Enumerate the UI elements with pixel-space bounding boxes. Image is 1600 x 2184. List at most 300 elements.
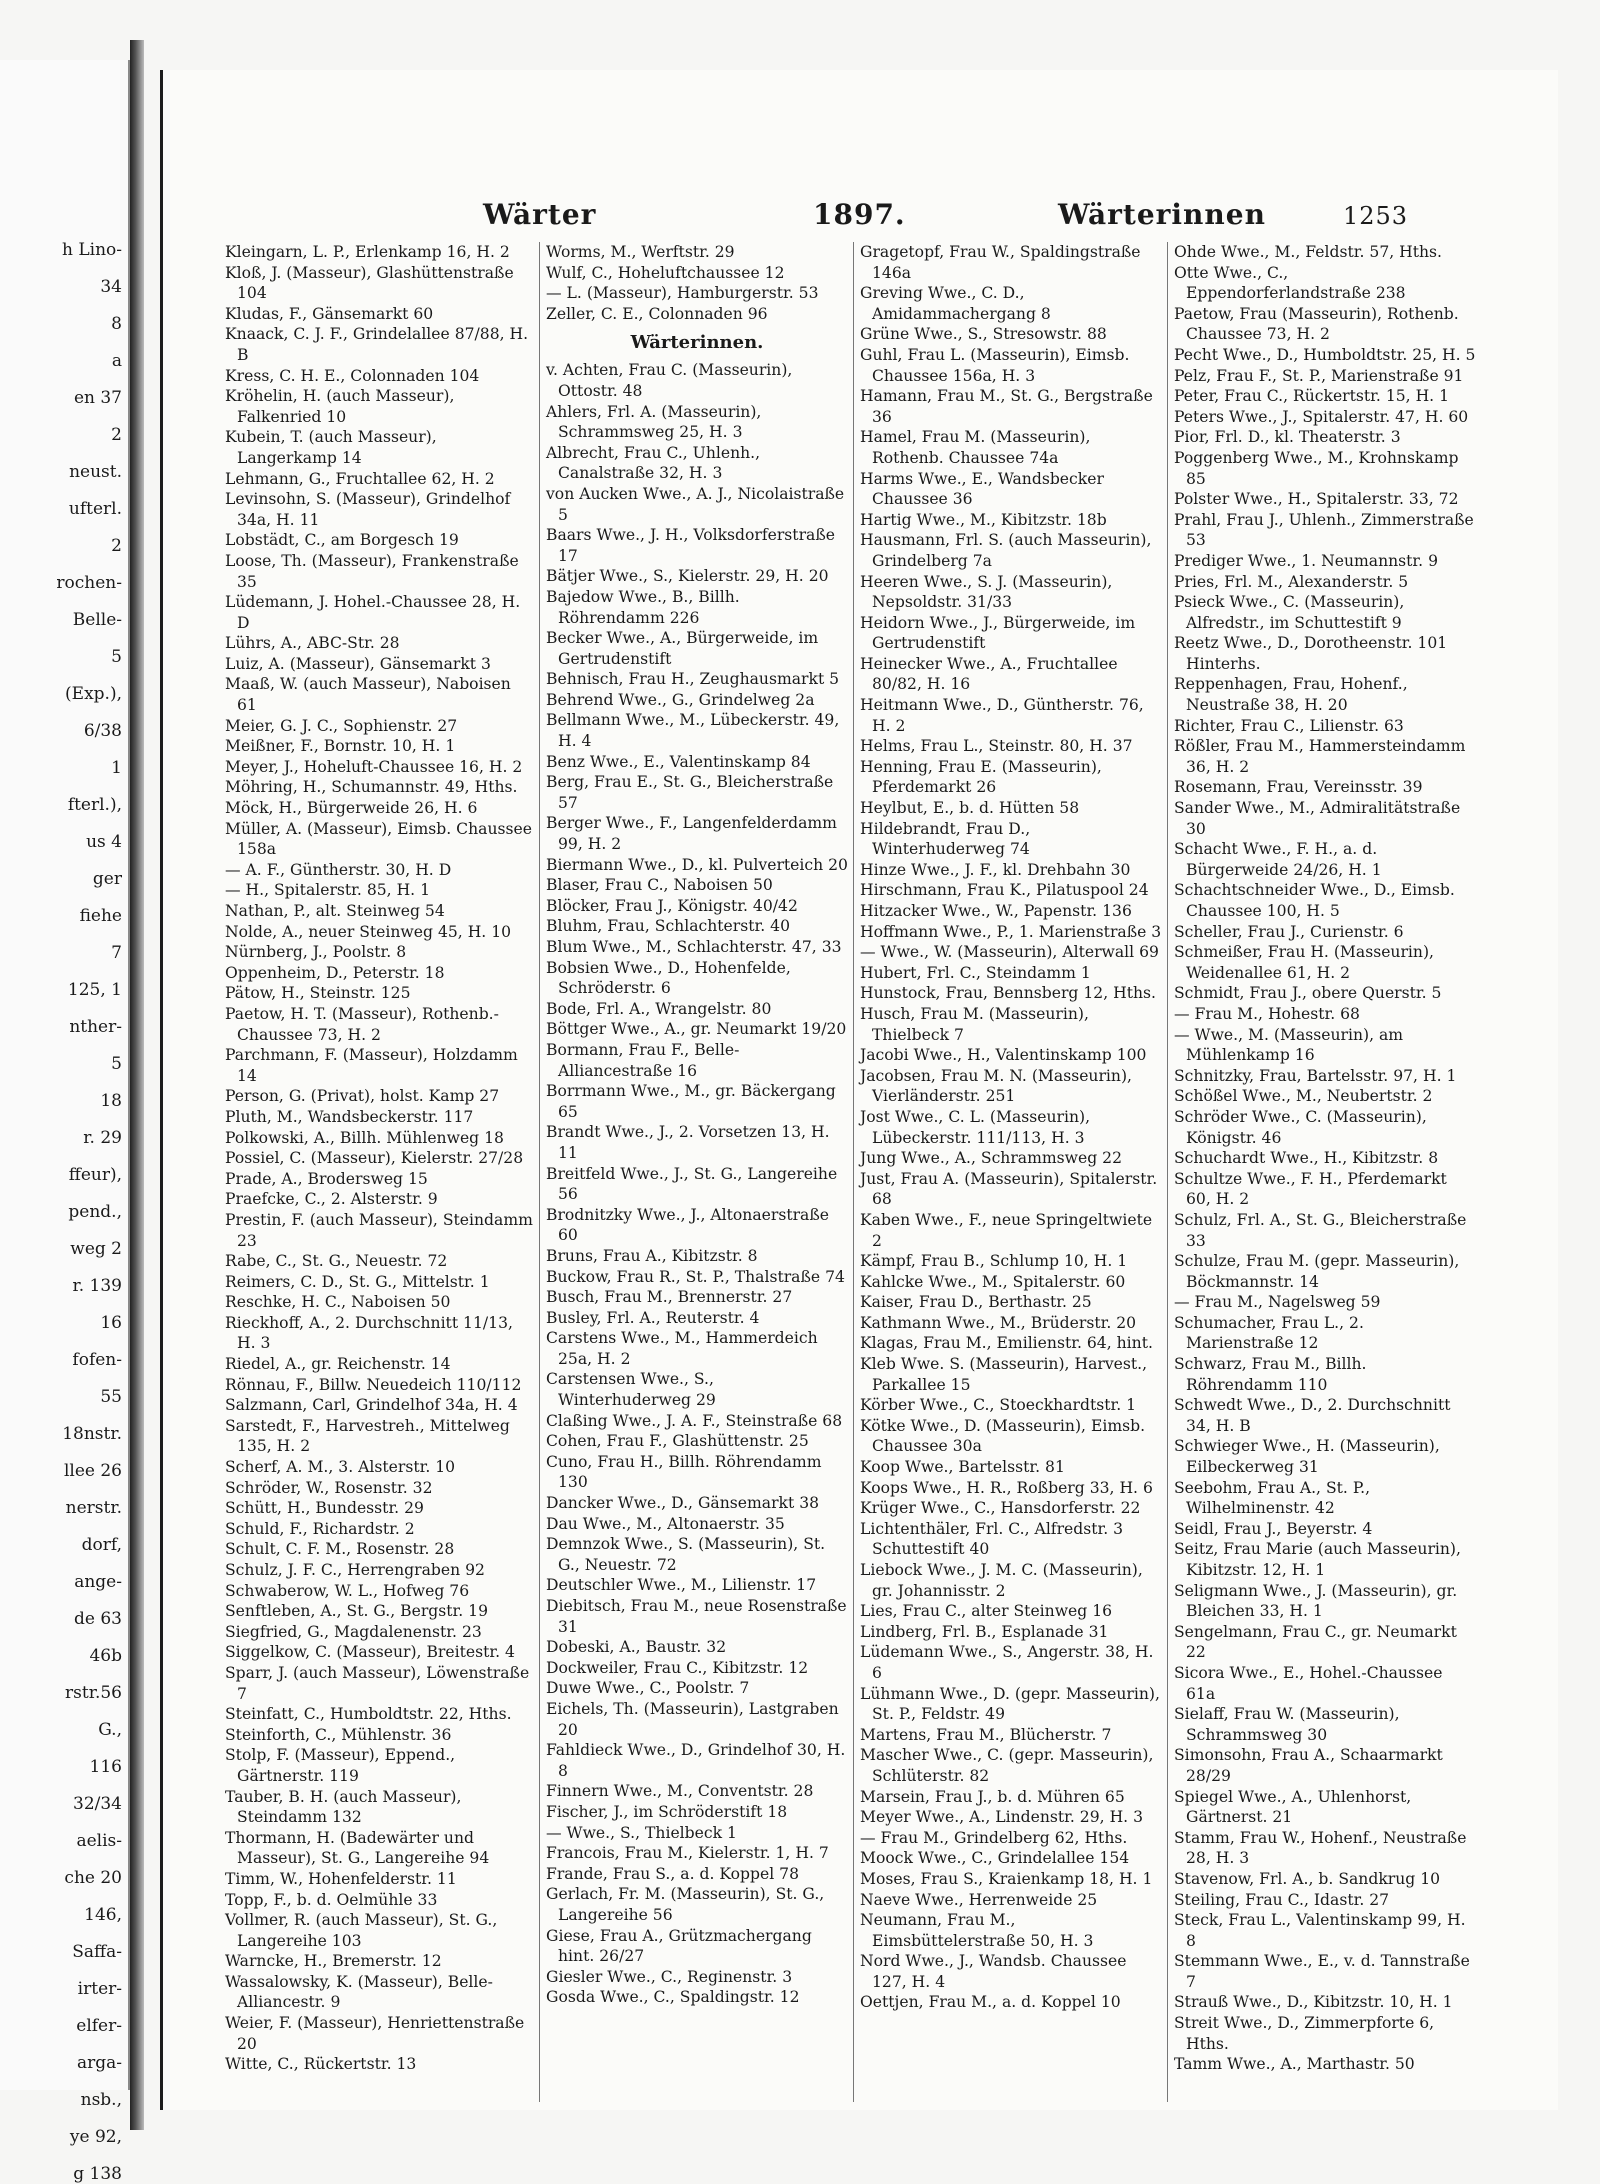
directory-entry: Seligmann Wwe., J. (Masseurin), gr. Bleichen 33, H. 1 (1174, 1581, 1458, 1621)
directory-entry: Koop Wwe., Bartelsstr. 81 (860, 1458, 1065, 1477)
directory-entry: Helms, Frau L., Steinstr. 80, H. 37 (860, 737, 1133, 756)
directory-entry: Schößel Wwe., M., Neubertstr. 2 (1174, 1087, 1433, 1106)
directory-entry: Wassalowsky, K. (Masseur), Belle-Alliancestr. 9 (225, 1972, 493, 2012)
directory-entry: Lehmann, G., Fruchtallee 62, H. 2 (225, 469, 495, 488)
margin-fragment: elfer- (76, 2016, 122, 2036)
directory-entry: Peters Wwe., J., Spitalerstr. 47, H. 60 (1174, 407, 1469, 426)
margin-fragment: 1 (111, 758, 122, 778)
directory-entry: Prahl, Frau J., Uhlenh., Zimmerstraße 53 (1174, 510, 1474, 550)
directory-entry: Sander Wwe., M., Admiralitätstraße 30 (1174, 799, 1461, 838)
margin-fragment: nther- (69, 1017, 122, 1037)
directory-entry: Müller, A. (Masseur), Eimsb. Chaussee 158a (225, 819, 532, 859)
directory-entry: Ahlers, Frl. A. (Masseurin), Schrammsweg 25, H. 3 (546, 402, 762, 442)
directory-entry: Kahlcke Wwe., M., Spitalerstr. 60 (860, 1272, 1126, 1291)
margin-fragment: dorf, (81, 1535, 122, 1555)
directory-entry: Steck, Frau L., Valentinskamp 99, H. 8 (1174, 1911, 1466, 1950)
directory-entry: Diebitsch, Frau M., neue Rosenstraße 31 (546, 1597, 847, 1636)
directory-entry: Rößler, Frau M., Hammersteindamm 36, H. 2 (1174, 737, 1466, 776)
directory-entry: Grüne Wwe., S., Stresowstr. 88 (860, 325, 1107, 344)
entry-columns (225, 242, 1525, 2102)
directory-entry: Kleb Wwe. S. (Masseurin), Harvest., Parkallee 15 (860, 1355, 1148, 1394)
directory-entry: Bajedow Wwe., B., Billh. Röhrendamm 226 (546, 587, 740, 627)
directory-entry: Behrend Wwe., G., Grindelweg 2a (546, 690, 815, 709)
directory-entry: Stavenow, Frl. A., b. Sandkrug 10 (1174, 1869, 1441, 1888)
margin-fragment: 46b (89, 1646, 122, 1666)
directory-entry: Naeve Wwe., Herrenweide 25 (860, 1890, 1098, 1909)
directory-entry: Kröhelin, H. (auch Masseur), Falkenried 10 (225, 387, 455, 426)
directory-entry: Schwieger Wwe., H. (Masseurin), Eilbeckerweg 31 (1174, 1437, 1440, 1477)
directory-entry: Kaben Wwe., F., neue Springeltwiete 2 (860, 1210, 1153, 1250)
directory-entry: Witte, C., Rückertstr. 13 (225, 2055, 417, 2074)
column-1 (225, 242, 533, 2102)
directory-entry: Polkowski, A., Billh. Mühlenweg 18 (225, 1128, 504, 1147)
directory-entry: — A. F., Güntherstr. 30, H. D (225, 860, 452, 879)
directory-entry: Hunstock, Frau, Bennsberg 12, Hths. (860, 984, 1156, 1003)
directory-entry: Carstens Wwe., M., Hammerdeich 25a, H. 2 (546, 1329, 818, 1368)
directory-entry: Greving Wwe., C. D., Amidammachergang 8 (860, 284, 1051, 323)
directory-entry: Schult, C. F. M., Rosenstr. 28 (225, 1540, 455, 1559)
directory-entry: Schulz, J. F. C., Herrengraben 92 (225, 1561, 485, 1579)
directory-entry: Reppenhagen, Frau, Hohenf., Neustraße 38, H. 20 (1174, 675, 1408, 715)
directory-entry: Becker Wwe., A., Bürgerweide, im Gertrudenstift (546, 629, 819, 668)
directory-entry: Schwarz, Frau M., Billh. Röhrendamm 110 (1174, 1355, 1367, 1394)
directory-entry: Seitz, Frau Marie (auch Masseurin), Kibitzstr. 12, H. 1 (1174, 1540, 1461, 1579)
directory-entry: Paetow, Frau (Masseurin), Rothenb. Chaussee 73, H. 2 (1174, 304, 1459, 344)
directory-entry: Klagas, Frau M., Emilienstr. 64, hint. (860, 1334, 1153, 1353)
directory-entry: Kathmann Wwe., M., Brüderstr. 20 (860, 1313, 1137, 1332)
directory-entry: — Frau M., Grindelberg 62, Hths. (860, 1828, 1128, 1847)
directory-entry: Kämpf, Frau B., Schlump 10, H. 1 (860, 1252, 1128, 1271)
directory-entry: Heylbut, E., b. d. Hütten 58 (860, 799, 1080, 818)
directory-entry: Moses, Frau S., Kraienkamp 18, H. 1 (860, 1869, 1153, 1888)
directory-entry: Cohen, Frau F., Glashüttenstr. 25 (546, 1432, 809, 1451)
directory-entry: Lobstädt, C., am Borgesch 19 (225, 531, 459, 550)
directory-entry: Schachtschneider Wwe., D., Eimsb. Chaussee 100, H. 5 (1174, 881, 1455, 920)
margin-fragment: G., (98, 1720, 122, 1740)
directory-entry: Luiz, A. (Masseur), Gänsemarkt 3 (225, 654, 491, 673)
directory-entry: Schulze, Frau M. (gepr. Masseurin), Böckmannstr. 14 (1174, 1252, 1460, 1291)
directory-entry: Körber Wwe., C., Stoeckhardtstr. 1 (860, 1396, 1137, 1415)
directory-entry: Neumann, Frau M., Eimsbüttelerstraße 50, H. 3 (860, 1911, 1094, 1950)
directory-entry: Heitmann Wwe., D., Güntherstr. 76, H. 2 (860, 696, 1144, 735)
directory-entry: Seebohm, Frau A., St. P., Wilhelminenstr. 42 (1174, 1478, 1371, 1518)
directory-entry: Möhring, H., Schumannstr. 49, Hths. (225, 778, 518, 797)
directory-entry: Strauß Wwe., D., Kibitzstr. 10, H. 1 (1174, 1993, 1453, 2012)
directory-entry: Hausmann, Frl. S. (auch Masseurin), Grindelberg 7a (860, 531, 1152, 570)
margin-fragment: aelis- (76, 1831, 122, 1851)
directory-entry: Topp, F., b. d. Oelmühle 33 (225, 1890, 438, 1909)
directory-entry: Vollmer, R. (auch Masseur), St. G., Langereihe 103 (225, 1911, 498, 1950)
margin-fragment: arga- (76, 2053, 122, 2073)
directory-entry: Henning, Frau E. (Masseurin), Pferdemarkt 26 (860, 757, 1102, 797)
directory-entry: Hildebrandt, Frau D., Winterhuderweg 74 (860, 819, 1031, 859)
directory-entry: Polster Wwe., H., Spitalerstr. 33, 72 (1174, 490, 1459, 509)
directory-entry: Senftleben, A., St. G., Bergstr. 19 (225, 1602, 489, 1621)
directory-entry: Schröder Wwe., C. (Masseurin), Königstr. 46 (1174, 1107, 1427, 1147)
directory-entry: Prediger Wwe., 1. Neumannstr. 9 (1174, 551, 1439, 570)
directory-entry: Schwedt Wwe., D., 2. Durchschnitt 34, H. B (1174, 1396, 1451, 1435)
directory-entry: — Wwe., W. (Masseurin), Alterwall 69 (860, 943, 1159, 962)
margin-fragment: nerstr. (65, 1498, 122, 1518)
directory-entry: Worms, M., Werftstr. 29 (546, 243, 735, 261)
directory-entry: Lührs, A., ABC-Str. 28 (225, 634, 400, 653)
margin-fragment: en 37 (73, 388, 122, 408)
margin-fragment: llee 26 (63, 1461, 122, 1481)
directory-entry: Kress, C. H. E., Colonnaden 104 (225, 366, 480, 385)
directory-entry: Marsein, Frau J., b. d. Mühren 65 (860, 1787, 1125, 1806)
margin-fragment: ger (92, 869, 122, 889)
margin-fragment: a (111, 351, 122, 371)
directory-entry: Pätow, H., Steinstr. 125 (225, 984, 411, 1003)
directory-entry: Ohde Wwe., M., Feldstr. 57, Hths. (1174, 243, 1443, 261)
directory-entry: Rabe, C., St. G., Neuestr. 72 (225, 1252, 448, 1271)
directory-entry: Schmeißer, Frau H. (Masseurin), Weidenallee 61, H. 2 (1174, 943, 1434, 982)
directory-entry: Böttger Wwe., A., gr. Neumarkt 19/20 (546, 1020, 847, 1039)
margin-fragment: che 20 (64, 1868, 122, 1888)
directory-entry: Blöcker, Frau J., Königstr. 40/42 (546, 896, 798, 915)
directory-entry: Sengelmann, Frau C., gr. Neumarkt 22 (1174, 1622, 1457, 1662)
directory-entry: Sarstedt, F., Harvestreh., Mittelweg 135, H. 2 (225, 1416, 510, 1456)
directory-entry: Bätjer Wwe., S., Kielerstr. 29, H. 20 (546, 567, 829, 586)
directory-entry: Buckow, Frau R., St. P., Thalstraße 74 (546, 1267, 845, 1286)
directory-entry: Moock Wwe., C., Grindelallee 154 (860, 1849, 1130, 1868)
directory-entry: Kaiser, Frau D., Berthastr. 25 (860, 1293, 1092, 1312)
directory-entry: Brodnitzky Wwe., J., Altonaerstraße 60 (546, 1205, 829, 1245)
directory-entry: Berger Wwe., F., Langenfelderdamm 99, H. 2 (546, 814, 837, 854)
directory-entry: Schuld, F., Richardstr. 2 (225, 1519, 415, 1538)
margin-fragment: ufterl. (68, 499, 122, 519)
directory-entry: Poggenberg Wwe., M., Krohnskamp 85 (1174, 448, 1459, 488)
directory-entry: Nürnberg, J., Poolstr. 8 (225, 943, 407, 962)
directory-entry: Mascher Wwe., C. (gepr. Masseurin), Schlüterstr. 82 (860, 1746, 1154, 1785)
directory-entry: Lüdemann, J. Hohel.-Chaussee 28, H. D (225, 593, 521, 632)
margin-fragment: 32/34 (73, 1794, 122, 1814)
directory-entry: Bormann, Frau F., Belle-Alliancestraße 16 (546, 1040, 740, 1080)
directory-entry: Tamm Wwe., A., Marthastr. 50 (1174, 2055, 1415, 2074)
margin-fragment: 5 (111, 1054, 122, 1074)
directory-entry: Schmidt, Frau J., obere Querstr. 5 (1174, 984, 1442, 1003)
column-4 (1167, 242, 1476, 2102)
header-right-title: Wärterinnen (1058, 198, 1266, 231)
margin-fragment: r. 29 (83, 1128, 122, 1148)
directory-entry: Reetz Wwe., D., Dorotheenstr. 101 Hinterhs. (1174, 634, 1448, 673)
margin-fragment: 6/38 (83, 721, 122, 741)
directory-entry: Sicora Wwe., E., Hohel.-Chaussee 61a (1174, 1663, 1443, 1703)
directory-entry: Liebock Wwe., J. M. C. (Masseurin), gr. Johannisstr. 2 (860, 1561, 1143, 1600)
directory-entry: Levinsohn, S. (Masseur), Grindelhof 34a, H. 11 (225, 490, 511, 529)
directory-entry: Krüger Wwe., C., Hansdorferstr. 22 (860, 1499, 1141, 1518)
directory-entry: Albrecht, Frau C., Uhlenh., Canalstraße 32, H. 3 (546, 443, 761, 483)
directory-entry: Kloß, J. (Masseur), Glashüttenstraße 104 (225, 263, 514, 303)
directory-entry: Scherf, A. M., 3. Alsterstr. 10 (225, 1458, 456, 1477)
margin-fragment: Belle- (72, 610, 122, 630)
directory-entry: — Wwe., M. (Masseurin), am Mühlenkamp 16 (1174, 1025, 1404, 1065)
directory-entry: Oppenheim, D., Peterstr. 18 (225, 963, 445, 982)
directory-entry: Pior, Frl. D., kl. Theaterstr. 3 (1174, 428, 1401, 447)
margin-fragment: us 4 (86, 832, 122, 852)
directory-entry: Schultze Wwe., F. H., Pferdemarkt 60, H. 2 (1174, 1169, 1447, 1209)
directory-entry: Possiel, C. (Masseur), Kielerstr. 27/28 (225, 1149, 524, 1168)
directory-entry: Busch, Frau M., Brennerstr. 27 (546, 1288, 793, 1307)
directory-entry: Riedel, A., gr. Reichenstr. 14 (225, 1355, 451, 1374)
margin-fragment: fterl.), (67, 795, 122, 815)
directory-entry: Lies, Frau C., alter Steinweg 16 (860, 1602, 1113, 1621)
margin-fragment: ffeur), (68, 1165, 122, 1185)
directory-entry: Warncke, H., Bremerstr. 12 (225, 1952, 442, 1971)
directory-entry: Spiegel Wwe., A., Uhlenhorst, Gärtnerst. 21 (1174, 1787, 1412, 1827)
page-header (163, 198, 1443, 238)
directory-entry: Otte Wwe., C., Eppendorferlandstraße 238 (1174, 263, 1406, 303)
directory-entry: Meier, G. J. C., Sophienstr. 27 (225, 716, 458, 735)
directory-entry: Praefcke, C., 2. Alsterstr. 9 (225, 1190, 438, 1209)
directory-entry: Weier, F. (Masseur), Henriettenstraße 20 (225, 2014, 525, 2053)
directory-entry: Thormann, H. (Badewärter und Masseur), St. G., Langereihe 94 (225, 1828, 490, 1868)
directory-entry: Steiling, Frau C., Idastr. 27 (1174, 1890, 1390, 1909)
directory-entry: Bobsien Wwe., D., Hohenfelde, Schröderstr. 6 (546, 958, 791, 998)
directory-entry: Benz Wwe., E., Valentinskamp 84 (546, 752, 811, 771)
directory-entry: Lichtenthäler, Frl. C., Alfredstr. 3 Schuttestift 40 (860, 1519, 1124, 1559)
margin-fragment: irter- (77, 1979, 122, 1999)
directory-entry: Heeren Wwe., S. J. (Masseurin), Nepsoldstr. 31/33 (860, 572, 1113, 612)
margin-fragment: 7 (111, 943, 122, 963)
directory-entry: Siggelkow, C. (Masseur), Breitestr. 4 (225, 1643, 515, 1662)
margin-fragment: 5 (111, 647, 122, 667)
directory-entry: Bluhm, Frau, Schlachterstr. 40 (546, 917, 790, 936)
directory-entry: Lühmann Wwe., D. (gepr. Masseurin), St. P., Feldstr. 49 (860, 1684, 1160, 1724)
margin-fragment: 34 (100, 277, 122, 297)
directory-entry: Stemmann Wwe., E., v. d. Tannstraße 7 (1174, 1952, 1470, 1991)
directory-entry: Lindberg, Frl. B., Esplanade 31 (860, 1622, 1109, 1641)
directory-entry: Loose, Th. (Masseur), Frankenstraße 35 (225, 551, 519, 591)
directory-entry: Psieck Wwe., C. (Masseurin), Alfredstr., im Schuttestift 9 (1174, 593, 1405, 632)
directory-entry: Meißner, F., Bornstr. 10, H. 1 (225, 737, 456, 756)
directory-entry: Deutschler Wwe., M., Lilienstr. 17 (546, 1576, 817, 1595)
directory-entry: Steinfatt, C., Humboldtstr. 22, Hths. (225, 1705, 512, 1724)
margin-fragment: 2 (111, 425, 122, 445)
directory-entry: Kubein, T. (auch Masseur), Langerkamp 14 (225, 428, 437, 467)
margin-fragment: 16 (100, 1313, 122, 1333)
directory-entry: Jacobi Wwe., H., Valentinskamp 100 (860, 1046, 1147, 1065)
directory-entry: Dobeski, A., Baustr. 32 (546, 1638, 727, 1657)
directory-entry: Harms Wwe., E., Wandsbecker Chaussee 36 (860, 469, 1104, 509)
directory-entry: Hamann, Frau M., St. G., Bergstraße 36 (860, 387, 1153, 426)
directory-entry: — L. (Masseur), Hamburgerstr. 53 (546, 284, 819, 303)
section-title: Wärterinnen. (630, 332, 764, 354)
directory-entry: Duwe Wwe., C., Poolstr. 7 (546, 1679, 750, 1698)
directory-entry: Schnitzky, Frau, Bartelsstr. 97, H. 1 (1174, 1066, 1457, 1085)
directory-entry: Rosemann, Frau, Vereinsstr. 39 (1174, 778, 1423, 797)
margin-fragment: 55 (100, 1387, 122, 1407)
margin-fragment: rochen- (56, 573, 122, 593)
directory-entry: Giesler Wwe., C., Reginenstr. 3 (546, 1967, 793, 1986)
directory-entry: Hamel, Frau M. (Masseurin), Rothenb. Chaussee 74a (860, 428, 1091, 467)
header-year: 1897. (813, 198, 906, 231)
directory-entry: Paetow, H. T. (Masseur), Rothenb.-Chaussee 73, H. 2 (225, 1004, 499, 1044)
directory-entry: Schwaberow, W. L., Hofweg 76 (225, 1581, 470, 1600)
column-3 (853, 242, 1162, 2102)
directory-entry: Blum Wwe., M., Schlachterstr. 47, 33 (546, 938, 842, 956)
directory-entry: Schröder, W., Rosenstr. 32 (225, 1478, 433, 1497)
directory-entry: Busley, Frl. A., Reuterstr. 4 (546, 1308, 760, 1327)
directory-entry: Borrmann Wwe., M., gr. Bäckergang 65 (546, 1082, 836, 1121)
directory-entry: Siegfried, G., Magdalenenstr. 23 (225, 1622, 482, 1641)
margin-fragment: 116 (89, 1757, 122, 1777)
directory-entry: Oettjen, Frau M., a. d. Koppel 10 (860, 1993, 1121, 2012)
margin-fragment: 146, (84, 1905, 122, 1925)
directory-entry: Gosda Wwe., C., Spaldingstr. 12 (546, 1988, 800, 2007)
directory-entry: Möck, H., Bürgerweide 26, H. 6 (225, 799, 478, 818)
directory-entry: Hoffmann Wwe., P., 1. Marienstraße 3 (860, 922, 1162, 941)
previous-page-strip (0, 60, 130, 2184)
directory-entry: Sparr, J. (auch Masseur), Löwenstraße 7 (225, 1663, 530, 1703)
directory-entry: Fischer, J., im Schröderstift 18 (546, 1802, 788, 1821)
directory-entry: Hitzacker Wwe., W., Papenstr. 136 (860, 902, 1132, 920)
margin-fragment: ye 92, (69, 2127, 122, 2147)
directory-entry: Maaß, W. (auch Masseur), Naboisen 61 (225, 675, 511, 715)
directory-entry: Lüdemann Wwe., S., Angerstr. 38, H. 6 (860, 1643, 1154, 1682)
directory-entry: Gragetopf, Frau W., Spaldingstraße 146a (860, 243, 1141, 282)
directory-entry: Dancker Wwe., D., Gänsemarkt 38 (546, 1494, 820, 1513)
margin-fragment: (Exp.), (65, 684, 122, 704)
directory-entry: Claßing Wwe., J. A. F., Steinstraße 68 (546, 1411, 843, 1430)
directory-entry: Jacobsen, Frau M. N. (Masseurin), Vierländerstr. 251 (860, 1066, 1132, 1106)
directory-entry: Dockweiler, Frau C., Kibitzstr. 12 (546, 1658, 809, 1677)
margin-fragment: 8 (111, 314, 122, 334)
directory-entry: Hubert, Frl. C., Steindamm 1 (860, 963, 1091, 982)
directory-entry: Kleingarn, L. P., Erlenkamp 16, H. 2 (225, 243, 510, 261)
directory-entry: Schacht Wwe., F. H., a. d. Bürgerweide 24/26, H. 1 (1174, 840, 1382, 879)
directory-entry: Behnisch, Frau H., Zeughausmarkt 5 (546, 670, 840, 689)
margin-fragment: g 138 (73, 2164, 122, 2184)
directory-entry: Timm, W., Hohenfelderstr. 11 (225, 1869, 457, 1888)
directory-entry: Meyer, J., Hoheluft-Chaussee 16, H. 2 (225, 757, 523, 776)
directory-entry: Schulz, Frl. A., St. G., Bleicherstraße 33 (1174, 1210, 1467, 1250)
directory-entry: Rieckhoff, A., 2. Durchschnitt 11/13, H. 3 (225, 1313, 513, 1353)
book-spine (130, 40, 144, 2130)
directory-entry: Finnern Wwe., M., Conventstr. 28 (546, 1782, 814, 1801)
margin-fragment: r. 139 (72, 1276, 122, 1296)
directory-entry: — Wwe., S., Thielbeck 1 (546, 1823, 737, 1842)
directory-entry: Berg, Frau E., St. G., Bleicherstraße 57 (546, 773, 834, 812)
directory-entry: Person, G. (Privat), holst. Kamp 27 (225, 1087, 500, 1106)
directory-entry: Brandt Wwe., J., 2. Vorsetzen 13, H. 11 (546, 1123, 830, 1162)
directory-entry: Hinze Wwe., J. F., kl. Drehbahn 30 (860, 860, 1131, 879)
directory-entry: Prestin, F. (auch Masseur), Steindamm 23 (225, 1210, 533, 1250)
directory-entry: Meyer Wwe., A., Lindenstr. 29, H. 3 (860, 1808, 1144, 1827)
directory-entry: Tauber, B. H. (auch Masseur), Steindamm 132 (225, 1787, 462, 1827)
directory-entry: Baars Wwe., J. H., Volksdorferstraße 17 (546, 526, 835, 565)
margin-fragment: 18 (100, 1091, 122, 1111)
directory-entry: Kötke Wwe., D. (Masseurin), Eimsb. Chaussee 30a (860, 1416, 1146, 1456)
directory-entry: Peter, Frau C., Rückertstr. 15, H. 1 (1174, 387, 1450, 406)
directory-entry: Richter, Frau C., Lilienstr. 63 (1174, 716, 1404, 735)
directory-entry: Biermann Wwe., D., kl. Pulverteich 20 (546, 855, 848, 874)
margin-fragment: weg 2 (70, 1239, 122, 1259)
directory-entry: Jung Wwe., A., Schrammsweg 22 (860, 1149, 1123, 1168)
margin-fragment: Saffa- (72, 1942, 122, 1962)
directory-entry: Reschke, H. C., Naboisen 50 (225, 1293, 451, 1312)
directory-entry: Hirschmann, Frau K., Pilatuspool 24 (860, 881, 1149, 900)
margin-fragment: pend., (68, 1202, 122, 1222)
directory-entry: Prade, A., Brodersweg 15 (225, 1169, 428, 1188)
directory-entry: — H., Spitalerstr. 85, H. 1 (225, 881, 431, 900)
directory-entry: Bode, Frl. A., Wrangelstr. 80 (546, 999, 772, 1018)
margin-fragment: rstr.56 (65, 1683, 122, 1703)
directory-entry: Seidl, Frau J., Beyerstr. 4 (1174, 1519, 1373, 1538)
margin-fragment: de 63 (74, 1609, 122, 1629)
directory-page (160, 70, 1558, 2110)
header-left-title: Wärter (483, 198, 597, 231)
directory-entry: Simonsohn, Frau A., Schaarmarkt 28/29 (1174, 1746, 1443, 1785)
directory-entry: Bruns, Frau A., Kibitzstr. 8 (546, 1246, 758, 1265)
directory-entry: Hartig Wwe., M., Kibitzstr. 18b (860, 510, 1107, 529)
directory-entry: Schuchardt Wwe., H., Kibitzstr. 8 (1174, 1149, 1439, 1168)
directory-entry: Scheller, Frau J., Curienstr. 6 (1174, 922, 1404, 941)
directory-entry: Husch, Frau M. (Masseurin), Thielbeck 7 (860, 1004, 1089, 1044)
directory-entry: Eichels, Th. (Masseurin), Lastgraben 20 (546, 1699, 839, 1739)
directory-entry: Blaser, Frau C., Naboisen 50 (546, 876, 773, 895)
directory-entry: Koops Wwe., H. R., Roßberg 33, H. 6 (860, 1478, 1153, 1497)
directory-entry: Cuno, Frau H., Billh. Röhrendamm 130 (546, 1452, 822, 1492)
directory-entry: Wulf, C., Hoheluftchaussee 12 (546, 263, 785, 282)
directory-entry: Guhl, Frau L. (Masseurin), Eimsb. Chaussee 156a, H. 3 (860, 345, 1130, 385)
directory-entry: Schütt, H., Bundesstr. 29 (225, 1499, 424, 1518)
directory-entry: Fahldieck Wwe., D., Grindelhof 30, H. 8 (546, 1741, 846, 1780)
directory-entry: Heidorn Wwe., J., Bürgerweide, im Gertrudenstift (860, 613, 1136, 653)
directory-entry: — Frau M., Hohestr. 68 (1174, 1004, 1360, 1023)
margin-fragment: fofen- (72, 1350, 122, 1370)
directory-entry: Steinforth, C., Mühlenstr. 36 (225, 1725, 452, 1744)
directory-entry: Zeller, C. E., Colonnaden 96 (546, 304, 768, 323)
directory-entry: Rönnau, F., Billw. Neuedeich 110/112 (225, 1375, 522, 1394)
margin-fragment: nsb., (80, 2090, 122, 2110)
directory-entry: Pluth, M., Wandsbeckerstr. 117 (225, 1107, 474, 1126)
directory-entry: Kludas, F., Gänsemarkt 60 (225, 304, 434, 323)
directory-entry: Pecht Wwe., D., Humboldtstr. 25, H. 5 (1174, 345, 1476, 364)
directory-entry: Sielaff, Frau W. (Masseurin), Schrammsweg 30 (1174, 1705, 1400, 1744)
directory-entry: von Aucken Wwe., A. J., Nicolaistraße 5 (546, 484, 845, 524)
directory-entry: Francois, Frau M., Kielerstr. 1, H. 7 (546, 1844, 829, 1863)
margin-fragment: 2 (111, 536, 122, 556)
margin-fragment: h Lino- (61, 240, 122, 260)
directory-entry: Reimers, C. D., St. G., Mittelstr. 1 (225, 1272, 490, 1291)
directory-entry: Jost Wwe., C. L. (Masseurin), Lübeckerstr. 111/113, H. 3 (860, 1107, 1091, 1147)
directory-entry: Frande, Frau S., a. d. Koppel 78 (546, 1864, 800, 1883)
directory-entry: Knaack, C. J. F., Grindelallee 87/88, H. B (225, 325, 529, 364)
margin-fragment: neust. (69, 462, 122, 482)
margin-fragment: 125, 1 (67, 980, 122, 1000)
directory-entry: Giese, Frau A., Grützmachergang hint. 26/27 (546, 1926, 812, 1966)
column-2 (539, 242, 848, 2102)
directory-entry: Pelz, Frau F., St. P., Marienstraße 91 (1174, 366, 1464, 385)
directory-entry: Demnzok Wwe., S. (Masseurin), St. G., Neuestr. 72 (546, 1535, 826, 1574)
directory-entry: Dau Wwe., M., Altonaerstr. 35 (546, 1514, 785, 1533)
directory-entry: Bellmann Wwe., M., Lübeckerstr. 49, H. 4 (546, 711, 840, 751)
directory-entry: Breitfeld Wwe., J., St. G., Langereihe 56 (546, 1164, 838, 1204)
directory-entry: Heinecker Wwe., A., Fruchtallee 80/82, H. 16 (860, 654, 1118, 694)
margin-fragment: fiehe (79, 906, 122, 926)
page-number: 1253 (1343, 202, 1409, 230)
directory-entry: Gerlach, Fr. M. (Masseurin), St. G., Langereihe 56 (546, 1885, 825, 1924)
directory-entry: — Frau M., Nagelsweg 59 (1174, 1293, 1381, 1312)
margin-fragment: 18nstr. (62, 1424, 122, 1444)
directory-entry: Stolp, F. (Masseur), Eppend., Gärtnerstr. 119 (225, 1746, 456, 1785)
directory-entry: Streit Wwe., D., Zimmerpforte 6, Hths. (1174, 2014, 1435, 2053)
directory-entry: Schumacher, Frau L., 2. Marienstraße 12 (1174, 1313, 1364, 1353)
directory-entry: Martens, Frau M., Blücherstr. 7 (860, 1725, 1112, 1744)
directory-entry: Parchmann, F. (Masseur), Holzdamm 14 (225, 1046, 518, 1085)
directory-entry: Stamm, Frau W., Hohenf., Neustraße 28, H. 3 (1174, 1828, 1467, 1868)
